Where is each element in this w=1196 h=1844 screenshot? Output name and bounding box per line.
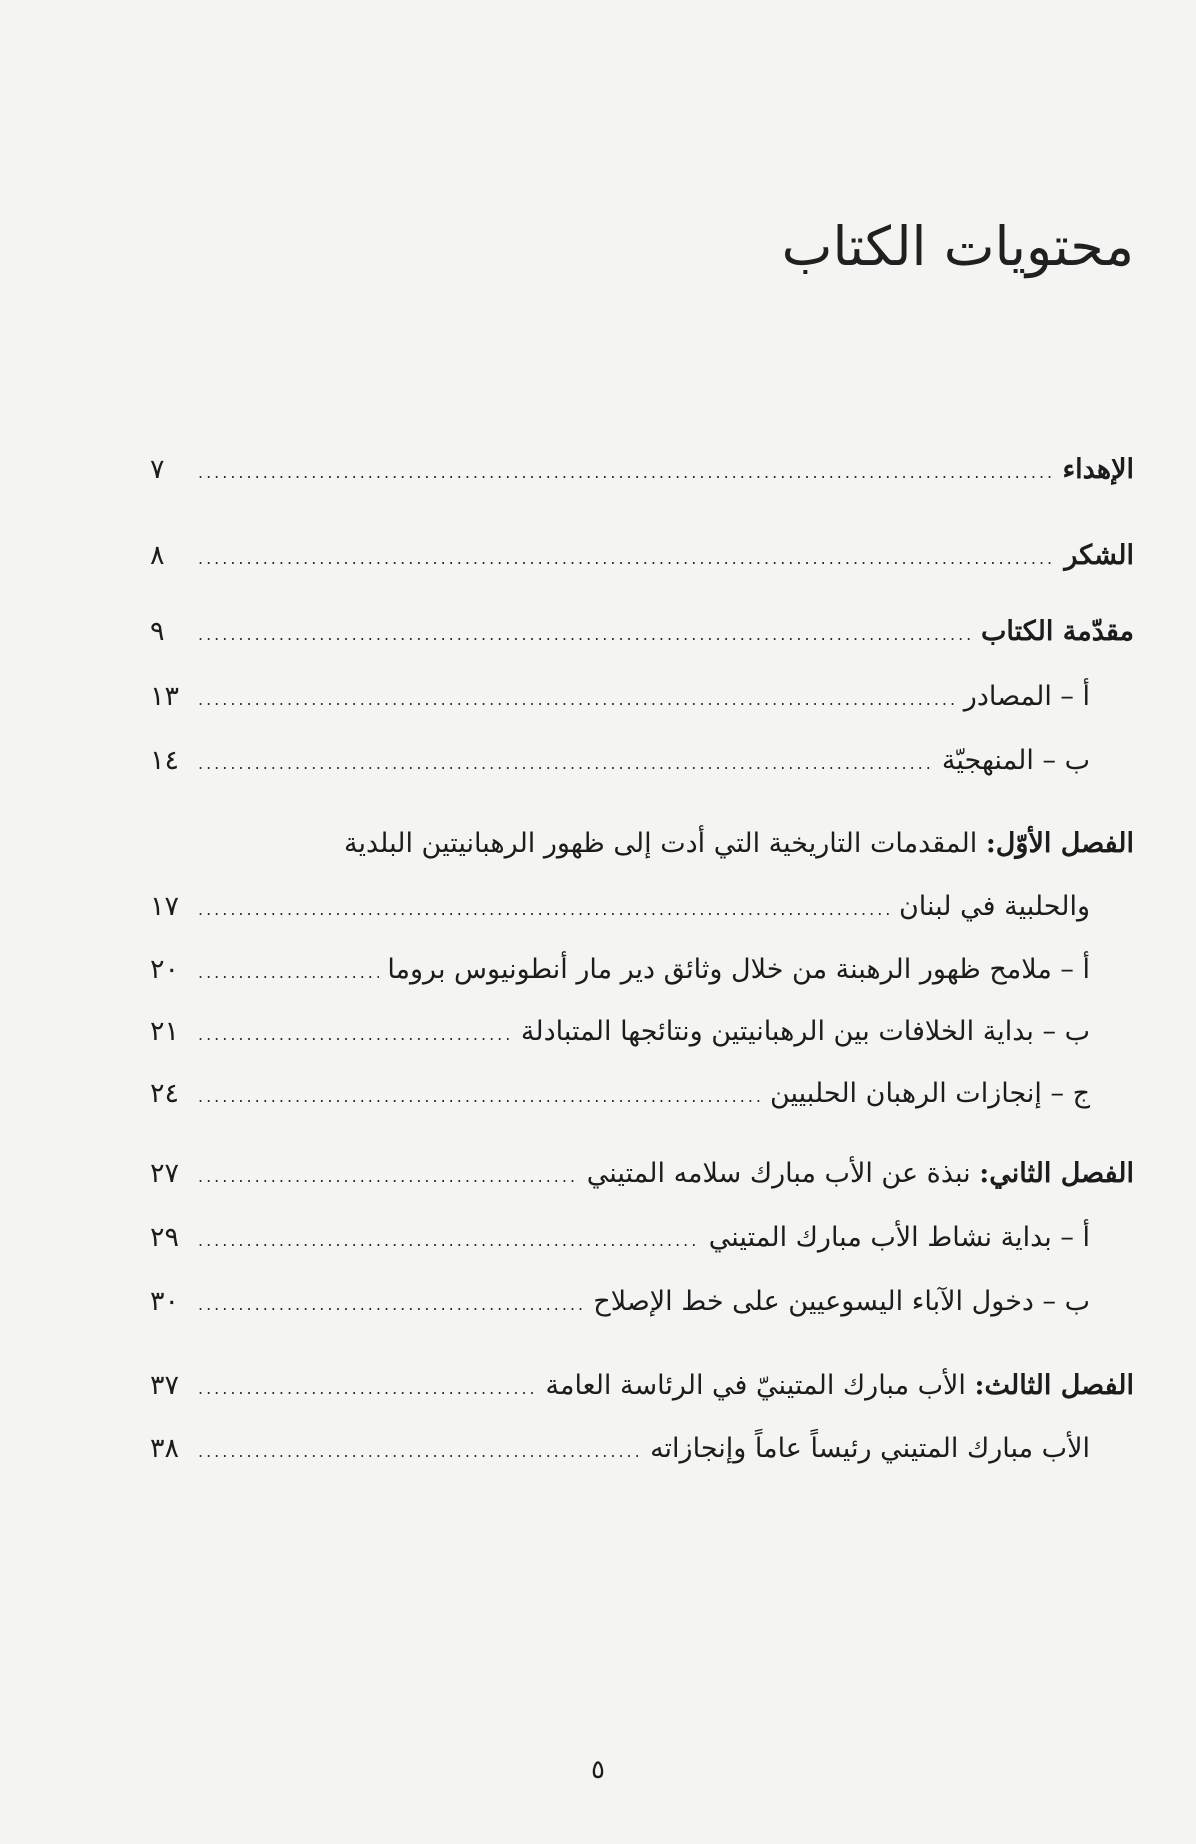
- toc-entry-page: ١٤: [150, 745, 180, 776]
- toc-entry-label: [546, 1362, 1135, 1410]
- page-title: محتويات الكتاب: [781, 215, 1134, 278]
- page-number: ٥: [591, 1755, 605, 1785]
- toc-entry-label: الإهداء: [1062, 454, 1134, 485]
- toc-entry-label: أ – بداية نشاط الأب مبارك المتيني: [708, 1222, 1090, 1253]
- toc-entry-label: مقدّمة الكتاب: [980, 616, 1134, 647]
- dot-leader: [198, 449, 1054, 497]
- dot-leader: [198, 1365, 538, 1413]
- chapter-title: المقدمات التاريخية التي أدت إلى ظهور الرهبانيتين البلدية: [343, 828, 986, 859]
- toc-entry-label: [150, 820, 1134, 868]
- toc-entry-label: ج – إنجازات الرهبان الحلبيين: [769, 1078, 1090, 1109]
- toc-entry-chapter-3: [150, 1362, 1134, 1410]
- toc-entry-label: ب – بداية الخلافات بين الرهبانيتين ونتائجها المتبادلة: [520, 1016, 1090, 1047]
- toc-entry-page: ٢٤: [150, 1078, 180, 1109]
- toc-entry-page: ٣٧: [150, 1370, 180, 1401]
- toc-entry-page: ٢٩: [150, 1222, 180, 1253]
- dot-leader: [198, 1217, 701, 1265]
- toc-entry-methodology: [150, 737, 1134, 785]
- toc-entry-label: ب – دخول الآباء اليسوعيين على خط الإصلاح: [593, 1286, 1090, 1317]
- toc-entry-page: ٨: [150, 540, 165, 571]
- chapter-heading: الفصل الأوّل:: [985, 828, 1134, 859]
- toc-entry-2a: [150, 1214, 1134, 1262]
- dot-leader: [198, 1281, 585, 1329]
- toc-entry-page: ١٧: [150, 891, 180, 922]
- chapter-heading: الفصل الثاني:: [979, 1158, 1134, 1189]
- chapter-title: نبذة عن الأب مبارك سلامه المتيني: [586, 1158, 980, 1189]
- toc-entry-label: أ – ملامح ظهور الرهبنة من خلال وثائق دير مار أنطونيوس بروما: [387, 954, 1090, 985]
- toc-entry-page: ١٣: [150, 681, 180, 712]
- dot-leader: [198, 740, 934, 788]
- toc-entry-label: [587, 1150, 1134, 1198]
- dot-leader: [198, 886, 891, 934]
- toc-entry-page: ٢٠: [150, 954, 180, 985]
- toc-entry-label: الشكر: [1064, 540, 1134, 571]
- dot-leader: [198, 535, 1056, 583]
- toc-entry-1c: [150, 1070, 1134, 1118]
- toc-entry-label: أ – المصادر: [963, 681, 1090, 712]
- dot-leader: [198, 1153, 579, 1201]
- toc-entry-label: الأب مبارك المتيني رئيساً عاماً وإنجازاته: [650, 1433, 1090, 1464]
- dot-leader: [198, 1073, 762, 1121]
- chapter-heading: الفصل الثالث:: [974, 1370, 1134, 1401]
- toc-entry-page: ٣٨: [150, 1433, 180, 1464]
- toc-entry-page: ٢٧: [150, 1158, 180, 1189]
- toc-entry-chapter-1-cont: [150, 883, 1134, 931]
- toc-entry-page: ٧: [150, 454, 165, 485]
- toc-entry-sources: [150, 673, 1134, 721]
- toc-entry-dedication: [150, 446, 1134, 494]
- dot-leader: [198, 676, 956, 724]
- toc-entry-label: ب – المنهجيّة: [941, 745, 1090, 776]
- toc-entry-thanks: [150, 532, 1134, 580]
- dot-leader: [198, 1428, 642, 1476]
- dot-leader: [198, 611, 973, 659]
- toc-entry-introduction: [150, 608, 1134, 656]
- dot-leader: [198, 1011, 513, 1059]
- toc-entry-3a: [150, 1425, 1134, 1473]
- toc-entry-1b: [150, 1008, 1134, 1056]
- toc-entry-page: ٣٠: [150, 1286, 180, 1317]
- toc-entry-page: ٢١: [150, 1016, 180, 1047]
- toc-entry-1a: [150, 946, 1134, 994]
- dot-leader: [198, 949, 379, 997]
- table-of-contents: [150, 0, 1134, 1844]
- toc-entry-label: والحلبية في لبنان: [898, 891, 1090, 922]
- toc-entry-chapter-1: [150, 820, 1134, 868]
- chapter-title: الأب مبارك المتينيّ في الرئاسة العامة: [545, 1370, 975, 1401]
- toc-entry-chapter-2: [150, 1150, 1134, 1198]
- toc-entry-page: ٩: [150, 616, 165, 647]
- toc-entry-2b: [150, 1278, 1134, 1326]
